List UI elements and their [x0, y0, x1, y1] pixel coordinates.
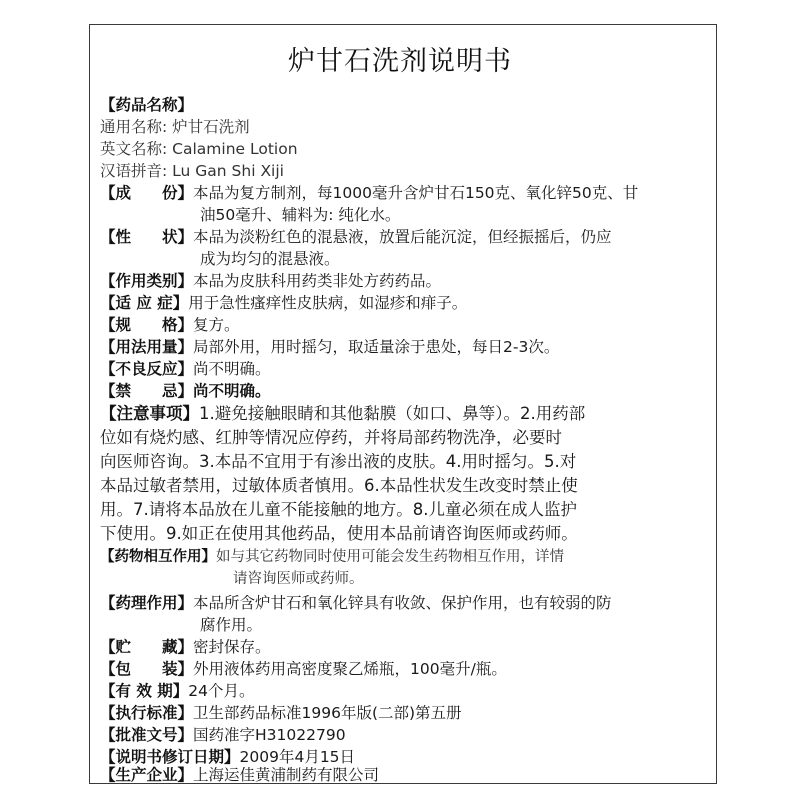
pharmacology-text: 本品所含炉甘石和氧化锌具有收敛、保护作用，也有较弱的防: [193, 594, 612, 612]
precautions-row-3: 向医师咨询。3.本品不宜用于有渗出液的皮肤。4.用时摇匀。5.对: [100, 452, 577, 471]
package-text: 外用液体药用高密度聚乙烯瓶，100毫升/瓶。: [193, 660, 507, 678]
revision-label: 【说明书修订日期】: [100, 748, 240, 766]
english-name-row: [100, 138, 696, 160]
pharmacology-row: [100, 592, 696, 614]
approval-text: 国药准字H31022790: [193, 726, 346, 744]
page-title: 炉甘石洗剂说明书: [288, 46, 512, 77]
appearance-row: [100, 226, 696, 248]
indication-label: 【适 应 症】: [100, 294, 189, 312]
ingredients-row-2: 油50毫升、辅料为: 纯化水。: [200, 206, 401, 224]
package-label: 【包 装】: [100, 660, 194, 678]
contra-row: [100, 380, 696, 402]
standard-row: [100, 702, 696, 724]
storage-row: [100, 636, 696, 658]
common-name-row: [100, 116, 696, 138]
package-row: [100, 658, 696, 680]
approval-label: 【批准文号】: [100, 726, 194, 744]
english-name-value: Calamine Lotion: [172, 140, 298, 158]
category-label: 【作用类别】: [100, 272, 194, 290]
common-name-value: 炉甘石洗剂: [172, 118, 250, 136]
usage-label: 【用法用量】: [100, 338, 194, 356]
ingredients-label: 【成 份】: [100, 184, 194, 202]
interaction-row: [100, 546, 696, 568]
category-row: [100, 270, 696, 292]
contra-text: 尚不明确。: [193, 382, 271, 400]
approval-row: [100, 724, 696, 746]
interaction-text: 如与其它药物同时使用可能会发生药物相互作用，详情: [216, 549, 564, 565]
storage-label: 【贮 藏】: [100, 638, 194, 656]
revision-text: 2009年4月15日: [239, 748, 356, 766]
precautions-label: 【注意事项】: [100, 404, 199, 423]
indication-text: 用于急性瘙痒性皮肤病，如湿疹和痱子。: [188, 294, 468, 312]
precautions-row: [100, 402, 696, 426]
spec-row: [100, 314, 696, 336]
pharmacology-row-2: 腐作用。: [200, 616, 263, 634]
category-text: 本品为皮肤科用药类非处方药药品。: [193, 272, 442, 290]
precautions-row-2: 位如有烧灼感、红肿等情况应停药，并将局部药物洗净，必要时: [100, 428, 562, 447]
validity-text: 24个月。: [188, 682, 255, 700]
revision-row: [100, 746, 696, 768]
ingredients-text: 本品为复方制剂，每1000毫升含炉甘石150克、氧化锌50克、甘: [193, 184, 639, 202]
manufacturer-row: [100, 768, 696, 782]
precautions-row-6: 下使用。9.如正在使用其他药品，使用本品前请咨询医师或药师。: [100, 524, 578, 543]
appearance-row-2: 成为均匀的混悬液。: [200, 250, 340, 268]
drug-name-header: 【药品名称】: [100, 96, 194, 114]
manufacturer-text: 上海运佳黄浦制药有限公司: [193, 766, 380, 784]
adverse-text: 尚不明确。: [193, 360, 271, 378]
indication-row: [100, 292, 696, 314]
validity-label: 【有 效 期】: [100, 682, 189, 700]
pinyin-label: 汉语拼音:: [100, 162, 168, 180]
interaction-label: 【药物相互作用】: [100, 549, 216, 565]
usage-text: 局部外用，用时摇匀，取适量涂于患处，每日2-3次。: [193, 338, 560, 356]
standard-label: 【执行标准】: [100, 704, 194, 722]
adverse-row: [100, 358, 696, 380]
precautions-row-5: 用。7.请将本品放在儿童不能接触的地方。8.儿童必须在成人监护: [100, 500, 577, 519]
pinyin-row: [100, 160, 696, 182]
usage-row: [100, 336, 696, 358]
storage-text: 密封保存。: [193, 638, 271, 656]
precautions-row-4: 本品过敏者禁用，过敏体质者慎用。6.本品性状发生改变时禁止使: [100, 476, 578, 495]
manufacturer-label: 【生产企业】: [100, 766, 194, 784]
appearance-text: 本品为淡粉红色的混悬液，放置后能沉淀，但经振摇后，仍应: [193, 228, 612, 246]
appearance-label: 【性 状】: [100, 228, 194, 246]
pharmacology-label: 【药理作用】: [100, 594, 194, 612]
contra-label: 【禁 忌】: [100, 382, 194, 400]
spec-label: 【规 格】: [100, 316, 194, 334]
interaction-row-2: 请咨询医师或药师。: [233, 571, 364, 587]
spec-text: 复方。: [193, 316, 240, 334]
standard-text: 卫生部药品标准1996年版(二部)第五册: [193, 704, 462, 722]
english-name-label: 英文名称:: [100, 140, 168, 158]
ingredients-row: [100, 182, 696, 204]
common-name-label: 通用名称:: [100, 118, 168, 136]
validity-row: [100, 680, 696, 702]
pinyin-value: Lu Gan Shi Xiji: [172, 162, 284, 180]
precautions-text: 1.避免接触眼睛和其他黏膜（如口、鼻等）。2.用药部: [199, 404, 586, 423]
adverse-label: 【不良反应】: [100, 360, 194, 378]
